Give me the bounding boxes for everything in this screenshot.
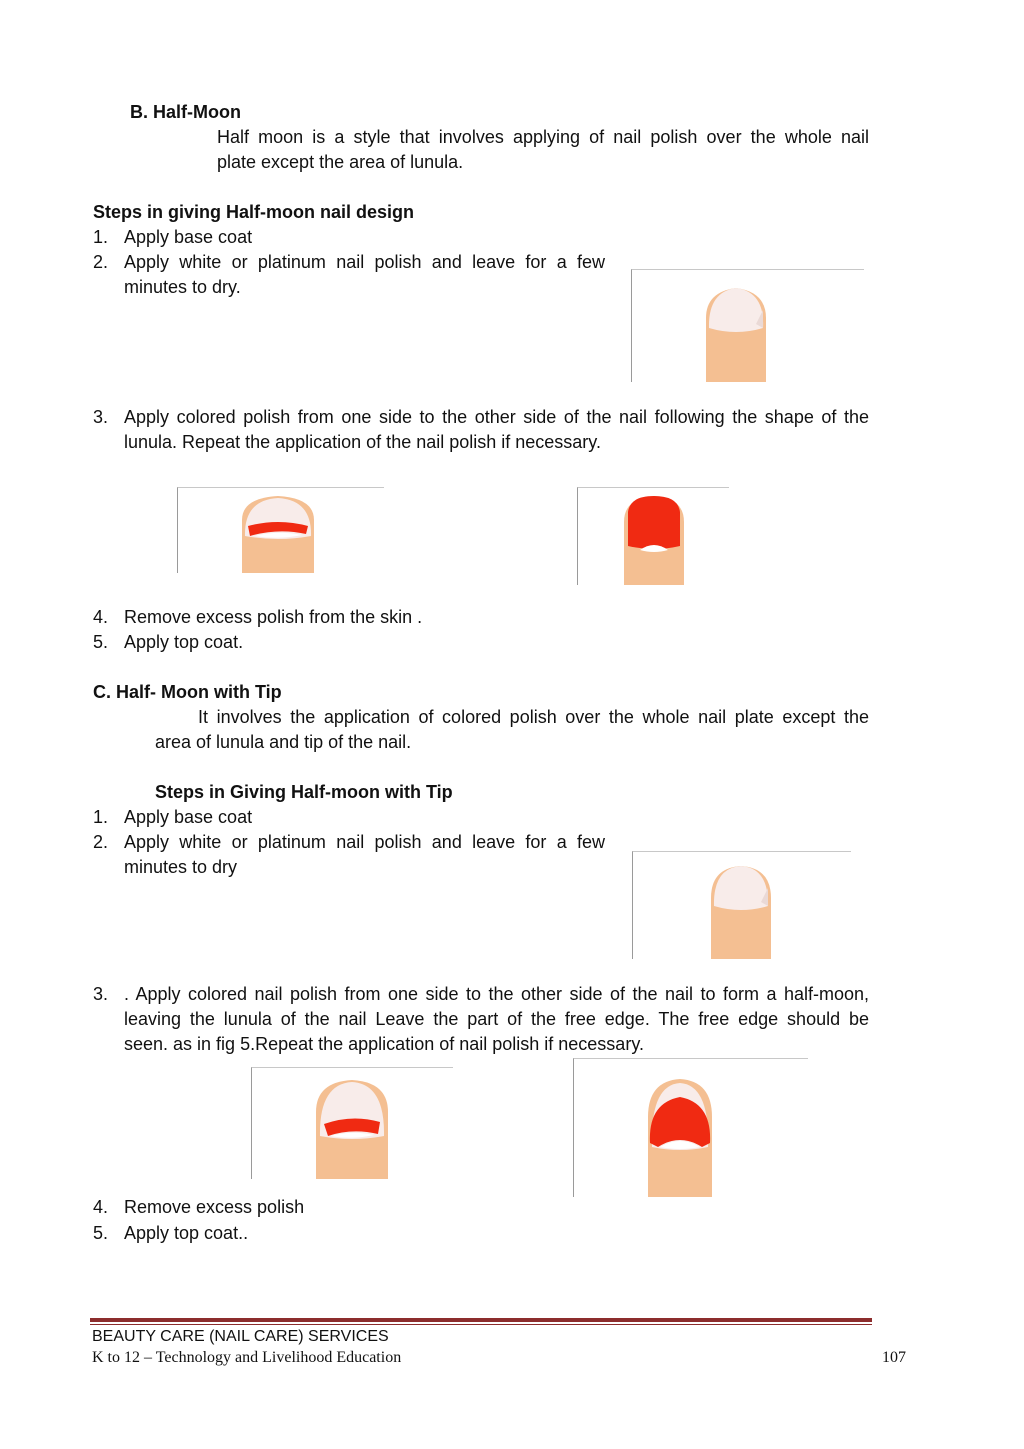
footer-rule-thin xyxy=(90,1324,872,1325)
steps-c-item-3-number: 3. xyxy=(93,984,109,1004)
steps-b-item-3-text-line1: Apply colored polish from one side to the other side of the nail following the shape of the xyxy=(124,407,869,427)
steps-b-item-2-text-line1: Apply white or platinum nail polish and leave for a few xyxy=(124,252,605,272)
steps-c-heading: Steps in Giving Half-moon with Tip xyxy=(155,782,453,802)
steps-c-item-1-text: Apply base coat xyxy=(124,807,253,827)
figure-white-nail-b xyxy=(631,269,864,382)
footer-title: BEAUTY CARE (NAIL CARE) SERVICES xyxy=(92,1328,389,1345)
section-b-description-line2: plate except the area of lunula. xyxy=(217,152,464,172)
nail-illustration-red-band-tip xyxy=(252,1068,453,1179)
figure-white-nail-c xyxy=(632,851,851,959)
section-c-heading: C. Half- Moon with Tip xyxy=(93,682,282,702)
steps-b-item-1-number: 1. xyxy=(93,227,109,247)
nail-illustration-white-c xyxy=(633,852,851,959)
steps-b-item-3-number: 3. xyxy=(93,407,109,427)
nail-illustration-red-full xyxy=(578,488,729,585)
section-c-description-line2: area of lunula and tip of the nail. xyxy=(155,732,412,752)
section-b-heading: B. Half-Moon xyxy=(130,102,241,122)
section-c-description-line1: It involves the application of colored polish over the whole nail plate except the xyxy=(198,707,869,727)
steps-b-item-1-text: Apply base coat xyxy=(124,227,253,247)
steps-b-item-2-number: 2. xyxy=(93,252,109,272)
figure-red-full-b xyxy=(577,487,729,585)
steps-b-item-5-text: Apply top coat. xyxy=(124,632,244,652)
steps-b-item-4-text: Remove excess polish from the skin . xyxy=(124,607,423,627)
footer-rule-thick xyxy=(90,1318,872,1322)
steps-c-item-2-text-line1: Apply white or platinum nail polish and leave for a few xyxy=(124,832,605,852)
steps-b-item-3-text-line2: lunula. Repeat the application of the nail polish if necessary. xyxy=(124,432,601,452)
steps-c-item-1-number: 1. xyxy=(93,807,109,827)
nail-illustration-red-full-tip xyxy=(574,1059,808,1197)
steps-c-item-4-number: 4. xyxy=(93,1197,109,1217)
steps-c-item-5-text: Apply top coat.. xyxy=(124,1223,249,1243)
nail-illustration-white xyxy=(632,270,864,382)
section-b-description-line1: Half moon is a style that involves applying of nail polish over the whole nail xyxy=(217,127,869,147)
steps-b-item-2-text-line2: minutes to dry. xyxy=(124,277,241,297)
steps-c-item-2-number: 2. xyxy=(93,832,109,852)
steps-c-item-3-text-line2: leaving the lunula of the nail Leave the part of the free edge. The free edge should be xyxy=(124,1009,869,1029)
nail-illustration-red-band xyxy=(178,488,384,573)
steps-c-item-5-number: 5. xyxy=(93,1223,109,1243)
figure-red-band-b xyxy=(177,487,384,573)
figure-red-full-tip-c xyxy=(573,1058,808,1197)
steps-c-item-3-text-line1: . Apply colored nail polish from one side to the other side of the nail to form a half-moon, xyxy=(124,984,869,1004)
steps-b-item-5-number: 5. xyxy=(93,632,109,652)
steps-b-heading: Steps in giving Half-moon nail design xyxy=(93,202,415,222)
page-number: 107 xyxy=(882,1349,906,1366)
footer-subtitle: K to 12 – Technology and Livelihood Education xyxy=(92,1349,402,1366)
steps-c-item-2-text-line2: minutes to dry xyxy=(124,857,238,877)
figure-red-band-tip-c xyxy=(251,1067,453,1179)
steps-c-item-4-text: Remove excess polish xyxy=(124,1197,305,1217)
steps-c-item-3-text-line3: seen. as in fig 5.Repeat the application of nail polish if necessary. xyxy=(124,1034,644,1054)
steps-b-item-4-number: 4. xyxy=(93,607,109,627)
